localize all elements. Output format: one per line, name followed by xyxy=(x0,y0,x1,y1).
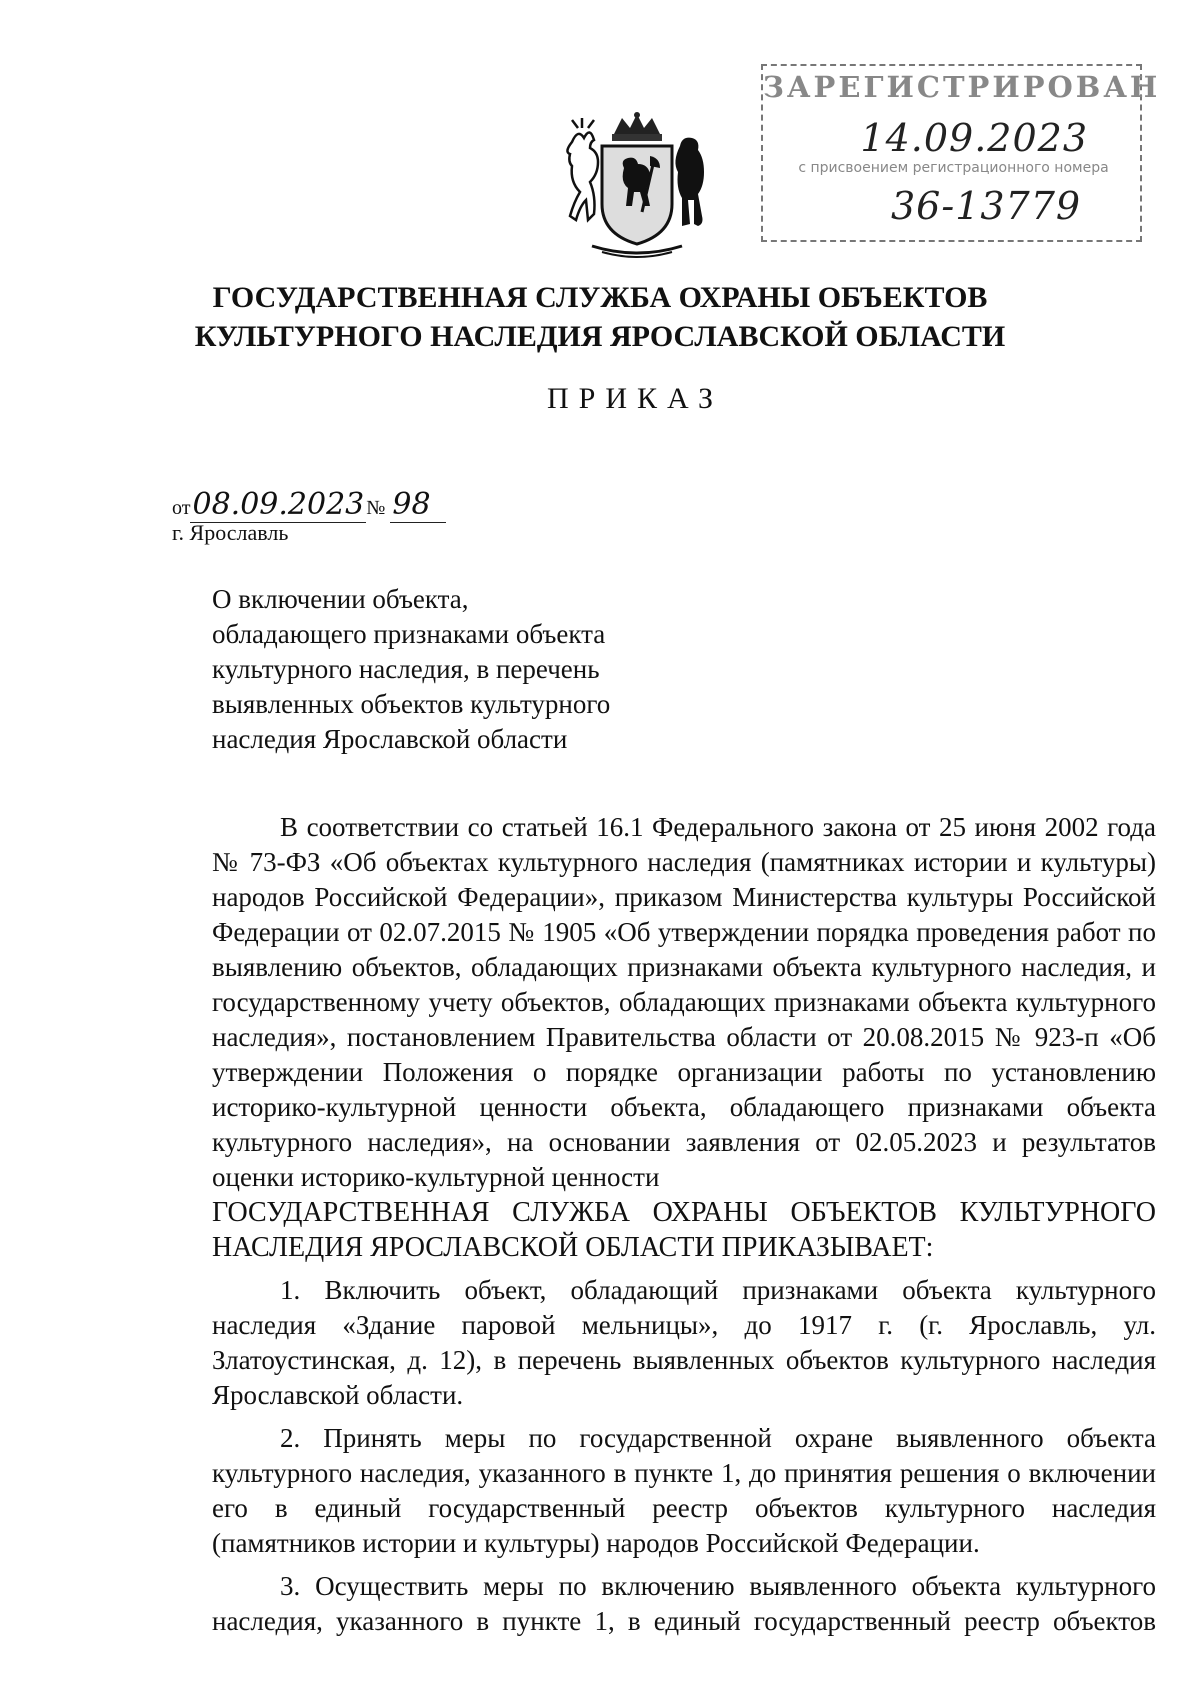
order-date: 08.09.2023 xyxy=(192,487,365,522)
coat-of-arms-emblem xyxy=(562,112,712,260)
stamp-title: ЗАРЕГИСТРИРОВАН xyxy=(763,70,1161,104)
stamp-registration-number: 36-13779 xyxy=(891,184,1082,228)
stamp-caption: с присвоением регистрационного номера xyxy=(798,160,1109,176)
order-dateline xyxy=(172,487,446,523)
order-subject xyxy=(212,582,610,757)
order-item: 2. Принять меры по государственной охране выявленного объекта культурного наследия, указанного в пункте 1, до принятия решения о включении его в единый государственный реестр объектов культурного наследия (памятников истории и культуры) народов Российской Федерации. xyxy=(212,1423,1156,1558)
subject-line: О включении объекта, xyxy=(212,584,469,614)
date-prefix: от xyxy=(172,497,191,519)
registration-stamp xyxy=(761,64,1161,242)
order-body xyxy=(212,810,1156,1639)
subject-line: культурного наследия, в перечень xyxy=(212,654,600,684)
subject-line: наследия Ярославской области xyxy=(212,724,568,754)
document-type-title: ПРИКАЗ xyxy=(547,382,723,415)
subject-line: выявленных объектов культурного xyxy=(212,689,611,719)
order-item: 1. Включить объект, обладающий признаками объекта культурного наследия «Здание паровой мельницы», до 1917 г. (г. Ярославль, ул. Златоустинская, д. 12), в перечень выявленных объектов культурного наследия Ярославской области. xyxy=(212,1275,1156,1410)
organization-name xyxy=(150,278,1050,356)
preamble-paragraph: В соответствии со статьей 16.1 Федерального закона от 25 июня 2002 года № 73-ФЗ «Об объектах культурного наследия (памятниках истории и культуры) народов Российской Федерации», приказом Министерства культуры Российской Федерации от 02.07.2015 № 1905 «Об утверждении порядка проведения работ по выявлению объектов, обладающих признаками объекта культурного наследия, и государственному учету объектов, обладающих признаками объекта культурного наследия», постановлением Правительства области от 20.08.2015 № 923-п «Об утверждении Положения о порядке организации работы по установлению историко-культурной ценности объекта, обладающего признаками объекта культурного наследия», на основании заявления от 02.05.2023 и результатов оценки историко-культурной ценности xyxy=(212,812,1156,1192)
city-line: г. Ярославль xyxy=(172,520,289,545)
order-number: 98 xyxy=(390,487,446,523)
stamp-registration-date: 14.09.2023 xyxy=(860,116,1088,160)
subject-line: обладающего признаками объекта xyxy=(212,619,606,649)
order-item: 3. Осуществить меры по включению выявленного объекта культурного наследия, указанного в пункте 1, в единый государственный реестр объектов xyxy=(212,1571,1156,1636)
number-label: № xyxy=(366,497,386,519)
organization-name-line: ГОСУДАРСТВЕННАЯ СЛУЖБА ОХРАНЫ ОБЪЕКТОВ xyxy=(212,281,988,314)
imperative-paragraph: ГОСУДАРСТВЕННАЯ СЛУЖБА ОХРАНЫ ОБЪЕКТОВ КУЛЬТУРНОГО НАСЛЕДИЯ ЯРОСЛАВСКОЙ ОБЛАСТИ ПРИКАЗЫВАЕТ: xyxy=(212,1197,1156,1263)
organization-name-line: КУЛЬТУРНОГО НАСЛЕДИЯ ЯРОСЛАВСКОЙ ОБЛАСТИ xyxy=(194,320,1006,353)
